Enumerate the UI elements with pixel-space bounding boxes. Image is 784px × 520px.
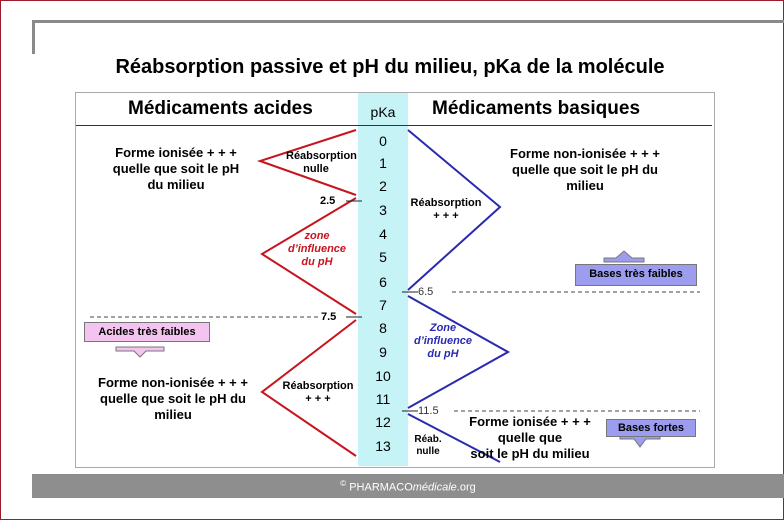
slide-title: Réabsorption passive et pH du milieu, pKa de la molécule bbox=[115, 56, 665, 78]
header-basiques: Médicaments basiques bbox=[432, 98, 641, 119]
mark-base-11-5: 11.5 bbox=[418, 405, 439, 417]
base-reab-nulle: Réab. nulle bbox=[414, 434, 442, 457]
footer-bar bbox=[32, 474, 784, 498]
acid-reabsorption-nulle: Réabsorption nulle bbox=[286, 150, 357, 175]
acid-reabsorption: Réabsorption + + + bbox=[282, 380, 354, 405]
pka-value: 12 bbox=[375, 414, 391, 430]
pka-value: 13 bbox=[375, 438, 391, 454]
pka-value: 4 bbox=[379, 226, 387, 242]
mark-acid-7-5: 7.5 bbox=[321, 311, 337, 323]
pka-value: 1 bbox=[379, 155, 387, 171]
footer-copyright: © PHARMACOmédicale.org bbox=[340, 479, 476, 494]
pka-value: 5 bbox=[379, 249, 387, 265]
pka-value: 6 bbox=[379, 274, 387, 290]
acides-tres-faibles-box: Acides très faibles bbox=[84, 322, 210, 342]
pka-value: 3 bbox=[379, 202, 387, 218]
bases-fortes-box: Bases fortes bbox=[606, 419, 696, 437]
base-nonionized-text: Forme non-ionisée + + + quelle que soit le pH du milieu bbox=[510, 146, 660, 193]
acid-ionized-text: Forme ionisée + + + quelle que soit le pH du milieu bbox=[112, 145, 240, 192]
pka-value: 10 bbox=[375, 368, 391, 384]
base-ionized-text: Forme ionisée + + + quelle que soit le pH du milieu bbox=[469, 414, 591, 461]
pka-value: 9 bbox=[379, 344, 387, 360]
pka-value: 11 bbox=[375, 391, 391, 407]
base-reabsorption: Réabsorption + + + bbox=[410, 197, 482, 222]
bases-tres-faibles-box: Bases très faibles bbox=[575, 264, 697, 286]
mark-base-6-5: 6.5 bbox=[418, 286, 434, 298]
pka-value: 8 bbox=[379, 320, 387, 336]
arrow-up-base bbox=[604, 251, 644, 262]
pka-value: 2 bbox=[379, 178, 387, 194]
acid-nonionized-text: Forme non-ionisée + + + quelle que soit le pH du milieu bbox=[98, 375, 248, 422]
pka-value: 7 bbox=[379, 297, 387, 313]
acid-zone-influence: zone d’influence du pH bbox=[287, 230, 347, 268]
pka-value: 0 bbox=[379, 133, 387, 149]
mark-acid-2-5: 2.5 bbox=[320, 195, 336, 207]
header-acides: Médicaments acides bbox=[128, 98, 313, 119]
arrow-down-acid bbox=[116, 347, 164, 357]
header-pka: pKa bbox=[370, 104, 396, 120]
base-zone-influence: Zone d’influence du pH bbox=[413, 322, 473, 360]
